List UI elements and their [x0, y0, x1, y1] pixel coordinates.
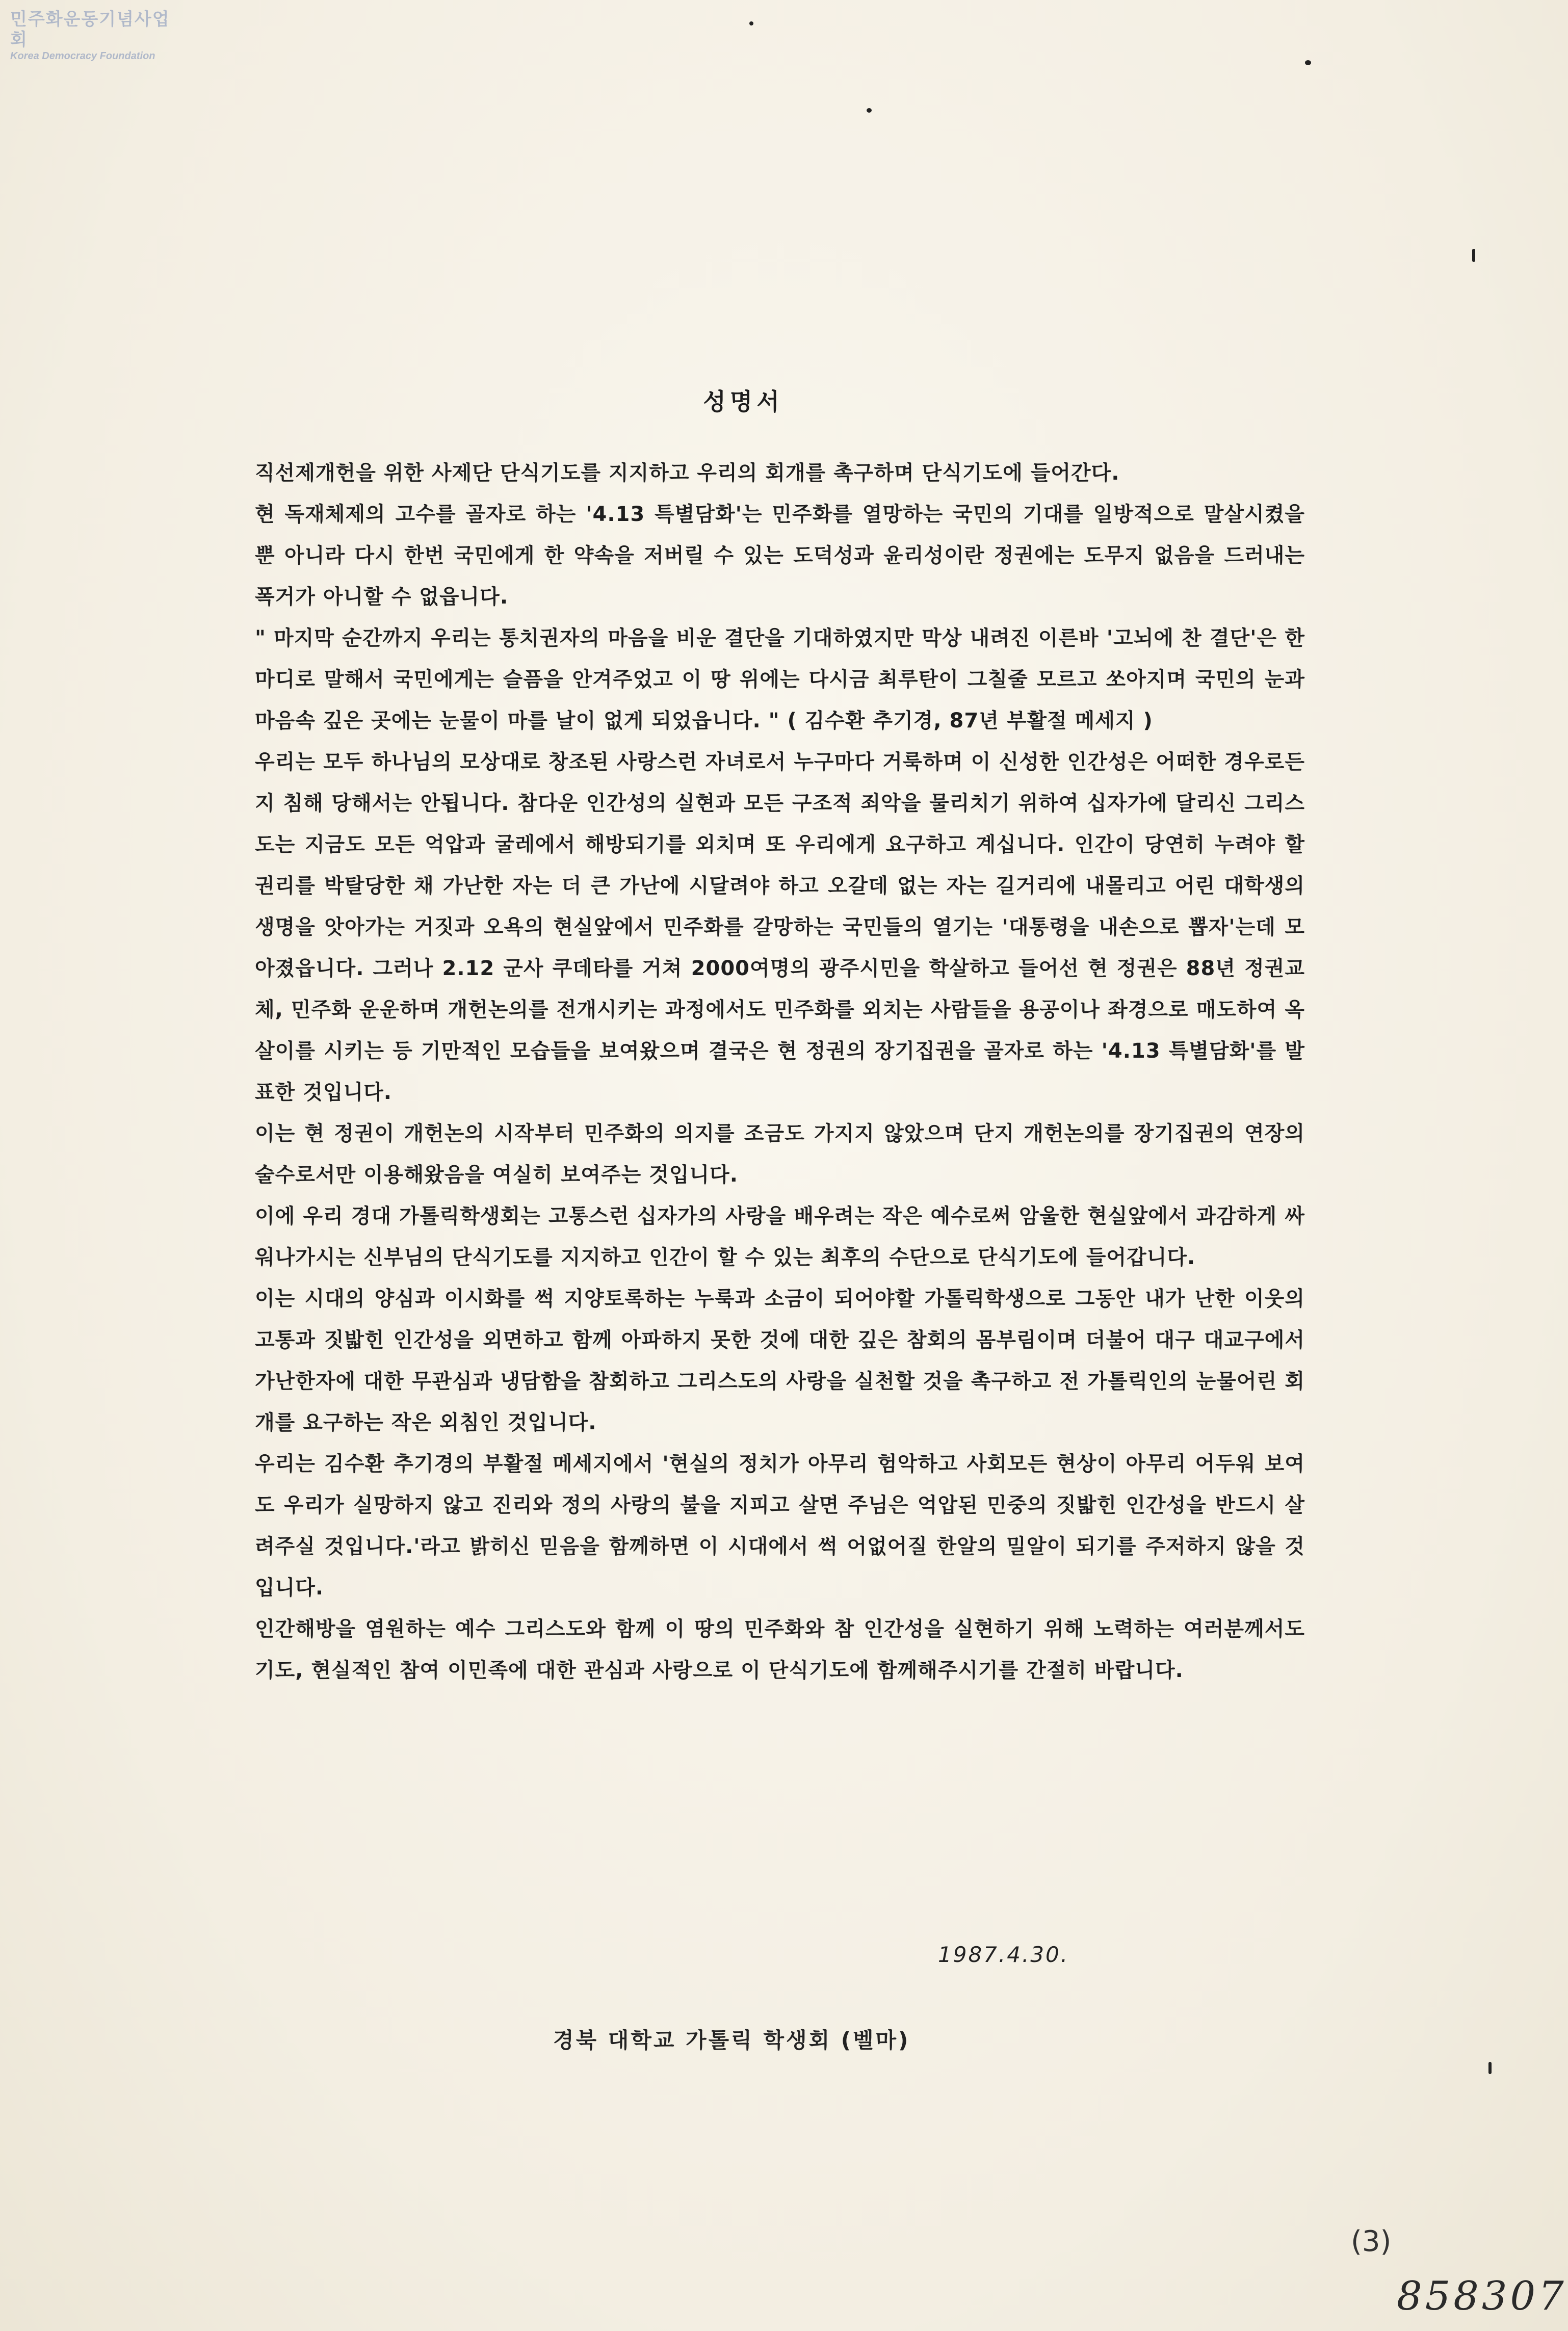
watermark-english: Korea Democracy Foundation: [10, 50, 155, 62]
document-signature: 경북 대학교 가톨릭 학생회 (벨마): [553, 2028, 910, 2053]
statement-paragraph-6: 이에 우리 경대 가톨릭학생회는 고통스런 십자가의 사랑을 배우려는 작은 예수로써 암울한 현실앞에서 과감하게 싸워나가시는 신부님의 단식기도를 지지하고 인간이 할 수 있는 최후의 수단으로 단식기도에 들어갑니다.: [255, 1204, 1305, 1269]
statement-paragraph-7: 이는 시대의 양심과 이시화를 썩 지양토록하는 누룩과 소금이 되어야할 가톨릭학생으로 그동안 내가 난한 이웃의 고통과 짓밟힌 인간성을 외면하고 함께 아파하지 못한 것에 대한 깊은 참회의 몸부림이며 더불어 대구 대교구에서 가난한자에 대한 무관심과 냉담함을 참회하고 그리스도의 사랑을 실천할 것을 촉구하고 전 가톨릭인의 눈물어린 회개를 요구하는 작은 외침인 것입니다.: [255, 1287, 1305, 1434]
ink-speck: [1488, 2062, 1492, 2074]
statement-paragraph-1: 직선제개헌을 위한 사제단 단식기도를 지지하고 우리의 회개를 촉구하며 단식기도에 들어간다.: [255, 461, 1120, 485]
archive-watermark: [10, 9, 178, 62]
ink-speck: [749, 21, 753, 25]
statement-paragraph-8: 우리는 김수환 추기경의 부활절 메세지에서 '현실의 정치가 아무리 험악하고 사회모든 현상이 아무리 어두워 보여도 우리가 실망하지 않고 진리와 정의 사랑의 불을 지피고 살면 주님은 억압된 민중의 짓밟힌 인간성을 반드시 살려주실 것입니다.'라고 밝히신 믿음을 함께하면 이 시대에서 썩 어없어질 한알의 밀알이 되기를 주저하지 않을 것입니다.: [255, 1452, 1305, 1600]
archive-number: 858307: [1397, 2273, 1567, 2319]
statement-paragraph-9: 인간해방을 염원하는 예수 그리스도와 함께 이 땅의 민주화와 참 인간성을 실현하기 위해 노력하는 여러분께서도 기도, 현실적인 참여 이민족에 대한 관심과 사랑으로 이 단식기도에 함께해주시기를 간절히 바랍니다.: [255, 1617, 1305, 1682]
document-title: 성명서: [703, 388, 783, 415]
ink-speck: [867, 108, 872, 113]
document-date: 1987.4.30.: [938, 1942, 1069, 1967]
statement-paragraph-5: 이는 현 정권이 개헌논의 시작부터 민주화의 의지를 조금도 가지지 않았으며 단지 개헌논의를 장기집권의 연장의 술수로서만 이용해왔음을 여실히 보여주는 것입니다.: [255, 1122, 1305, 1187]
ink-speck: [1472, 249, 1475, 262]
ink-speck: [1305, 60, 1311, 65]
statement-paragraph-2: 현 독재체제의 고수를 골자로 하는 '4.13 특별담화'는 민주화를 열망하는 국민의 기대를 일방적으로 말살시켰을 뿐 아니라 다시 한번 국민에게 한 약속을 저버릴 수 있는 도덕성과 윤리성이란 정권에는 도무지 없음을 드러내는 폭거가 아니할 수 없읍니다.: [255, 503, 1305, 609]
watermark-korean: 민주화운동기념사업회: [10, 9, 170, 50]
statement-paragraph-4: 우리는 모두 하나님의 모상대로 창조된 사랑스런 자녀로서 누구마다 거룩하며 이 신성한 인간성은 어떠한 경우로든지 침해 당해서는 안됩니다. 참다운 인간성의 실현과 모든 구조적 죄악을 물리치기 위하여 십자가에 달리신 그리스도는 지금도 모든 억압과 굴레에서 해방되기를 외치며 또 우리에게 요구하고 계십니다. 인간이 당연히 누려야 할 권리를 박탈당한 채 가난한 자는 더 큰 가난에 시달려야 하고 오갈데 없는 자는 길거리에 내몰리고 어린 대학생의 생명을 앗아가는 거짓과 오욕의 현실앞에서 민주화를 갈망하는 국민들의 열기는 '대통령을 내손으로 뽑자'는데 모아졌읍니다. 그러나 2.12 군사 쿠데타를 거쳐 2000여명의 광주시민을 학살하고 들어선 현 정권은 88년 정권교체, 민주화 운운하며 개헌논의를 전개시키는 과정에서도 민주화를 외치는 사람들을 용공이나 좌경으로 매도하여 옥살이를 시키는 등 기만적인 모습들을 보여왔으며 결국은 현 정권의 장기집권을 골자로 하는 '4.13 특별담화'를 발표한 것입니다.: [255, 750, 1305, 1104]
statement-paragraph-3: " 마지막 순간까지 우리는 통치권자의 마음을 비운 결단을 기대하였지만 막상 내려진 이른바 '고뇌에 찬 결단'은 한마디로 말해서 국민에게는 슬픔을 안겨주었고 이 땅 위에는 다시금 최루탄이 그칠줄 모르고 쏘아지며 국민의 눈과 마음속 깊은 곳에는 눈물이 마를 날이 없게 되었읍니다. " ( 김수환 추기경, 87년 부활절 메세지 ): [255, 626, 1305, 732]
statement-body: [255, 453, 1305, 1691]
archive-page-mark: (3): [1351, 2225, 1392, 2258]
